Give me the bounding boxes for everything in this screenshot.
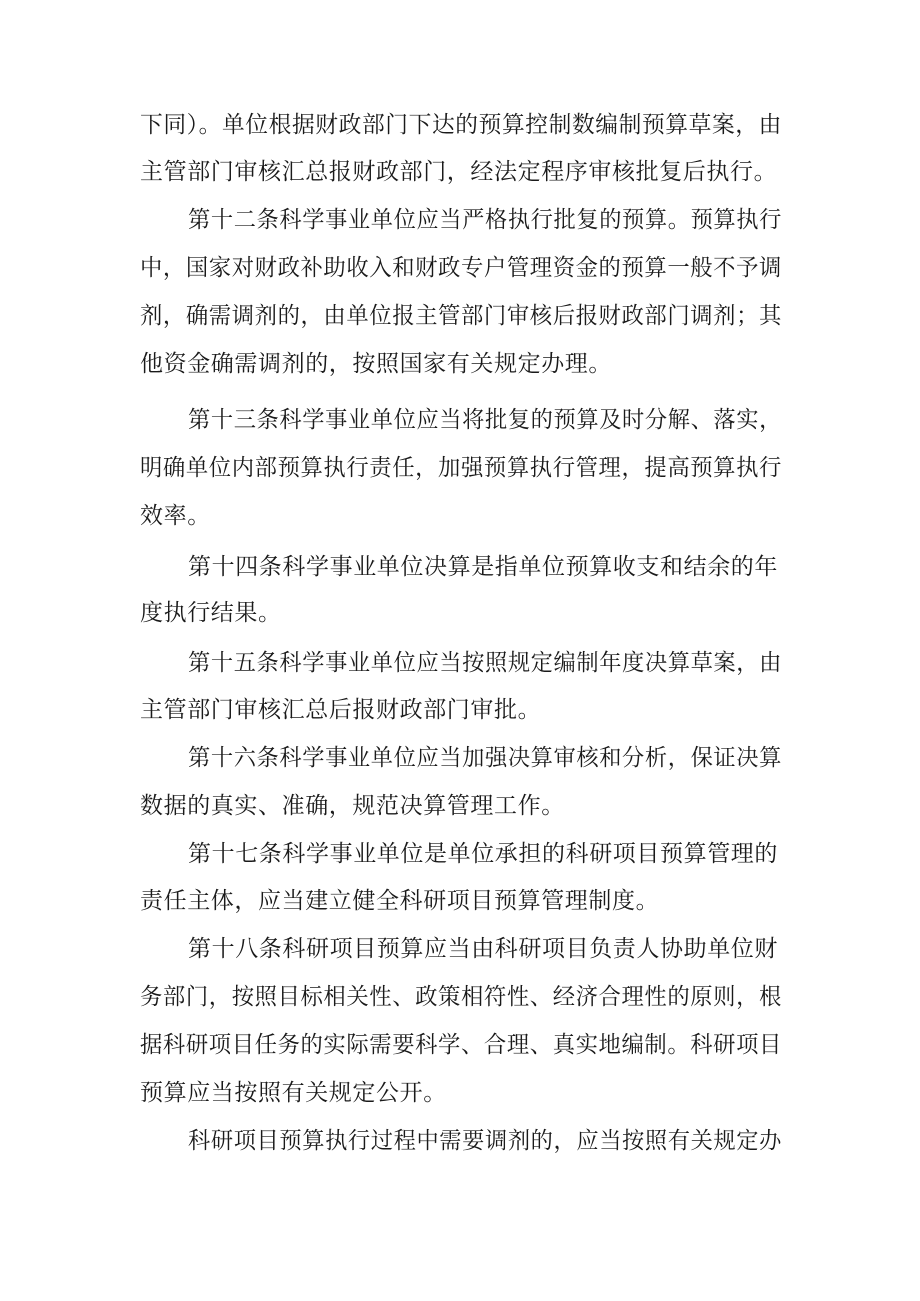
- text-line-content: 第十二条科学事业单位应当严格执行批复的预算。预算执行: [188, 207, 782, 233]
- text-line-content: 科研项目预算执行过程中需要调剂的，应当按照有关规定办: [188, 1128, 782, 1154]
- text-line-content: 度执行结果。: [140, 600, 282, 626]
- text-line-content: 他资金确需调剂的，按照国家有关规定办理。: [140, 351, 612, 377]
- text-line-content: 第十七条科学事业单位是单位承担的科研项目预算管理的: [188, 841, 778, 867]
- text-line-content: 效率。: [140, 503, 211, 529]
- text-line-content: 主管部门审核汇总后报财政部门审批。: [140, 697, 542, 723]
- text-line-content: 中，国家对财政补助收入和财政专户管理资金的预算一般不予调: [140, 255, 782, 281]
- text-line-content: 主管部门审核汇总报财政部门，经法定程序审核批复后执行。: [140, 159, 778, 185]
- text-line-content: 第十八条科研项目预算应当由科研项目负责人协助单位财: [188, 936, 778, 962]
- text-line-content: 下同）。单位根据财政部门下达的预算控制数编制预算草案，由: [140, 112, 782, 138]
- text-line-content: 剂，确需调剂的，由单位报主管部门审核后报财政部门调剂；其: [140, 303, 782, 329]
- text-line-content: 务部门，按照目标相关性、政策相符性、经济合理性的原则，根: [140, 984, 782, 1010]
- text-line-content: 责任主体，应当建立健全科研项目预算管理制度。: [140, 888, 660, 914]
- text-line-content: 第十三条科学事业单位应当将批复的预算及时分解、落实，: [188, 407, 782, 433]
- text-line-content: 第十五条科学事业单位应当按照规定编制年度决算草案，由: [188, 650, 782, 676]
- text-line-content: 预算应当按照有关规定公开。: [140, 1080, 447, 1106]
- text-line-content: 第十四条科学事业单位决算是指单位预算收支和结余的年: [188, 554, 778, 580]
- text-line-content: 第十六条科学事业单位应当加强决算审核和分析，保证决算: [188, 745, 782, 771]
- text-line-content: 据科研项目任务的实际需要科学、合理、真实地编制。科研项目: [140, 1032, 782, 1058]
- text-line-content: 明确单位内部预算执行责任，加强预算执行管理，提高预算执行: [140, 455, 782, 481]
- text-line-content: 数据的真实、准确，规范决算管理工作。: [140, 793, 565, 819]
